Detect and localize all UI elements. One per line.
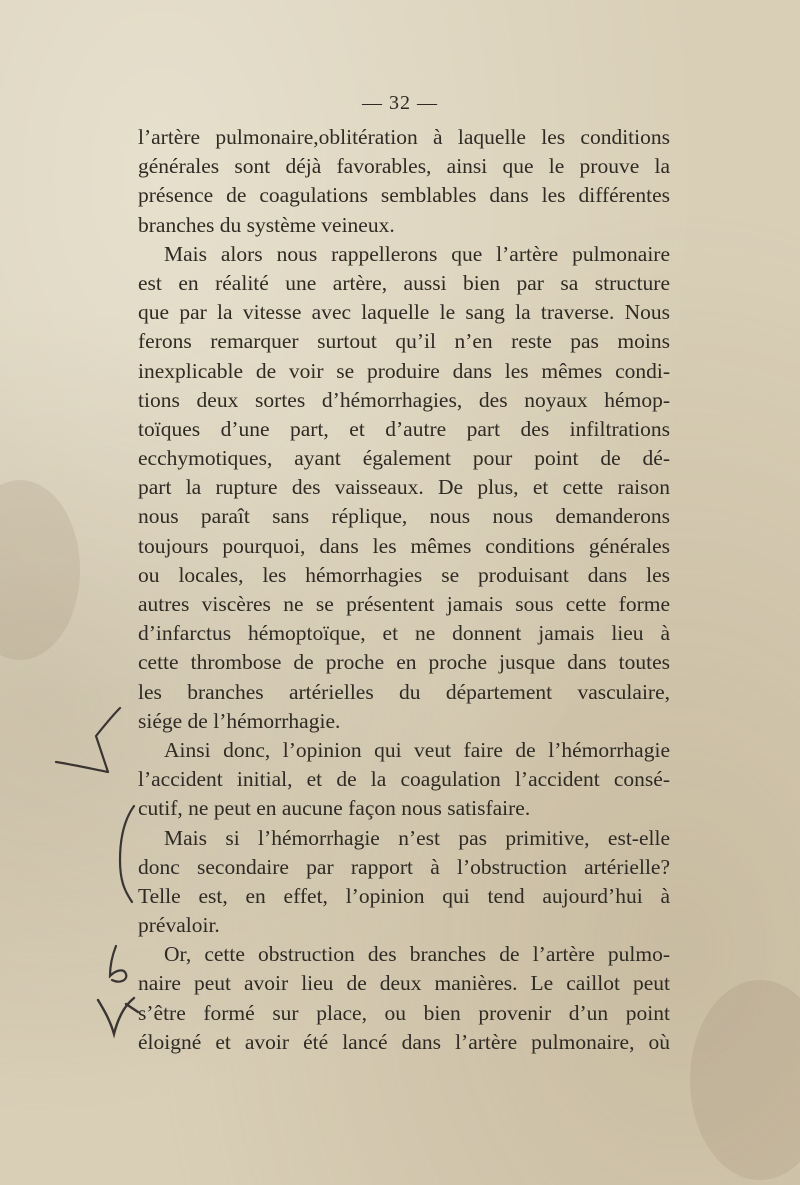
text-line: part la rupture des vaisseaux. De plus, et cette raison xyxy=(138,475,670,500)
text-line: Mais alors nous rappellerons que l’artère pulmonaire xyxy=(164,241,670,266)
text-line: générales sont déjà favorables, ainsi que le prouve la xyxy=(138,154,670,179)
text-line: naire peut avoir lieu de deux manières. Le caillot peut xyxy=(138,971,670,996)
text-line: s’être formé sur place, ou bien provenir d’un point xyxy=(138,1000,670,1025)
margin-b-mark xyxy=(110,946,126,982)
text-line: ou locales, les hémorrhagies se produisant dans les xyxy=(138,562,670,587)
page-number: — 32 — xyxy=(362,92,438,114)
text-line: siége de l’hémorrhagie. xyxy=(138,708,341,733)
text-line: ferons remarquer surtout qu’il n’en reste pas moins xyxy=(138,329,670,354)
margin-check-mark xyxy=(56,708,120,772)
text-line: autres viscères ne se présentent jamais sous cette forme xyxy=(138,592,670,616)
margin-v-mark xyxy=(98,998,138,1034)
text-line: l’accident initial, et de la coagulation l’accident consé- xyxy=(138,767,670,792)
text-line: cette thrombose de proche en proche jusque dans toutes xyxy=(138,650,670,675)
text-line: Or, cette obstruction des branches de l’artère pulmo- xyxy=(164,942,670,967)
text-line: d’infarctus hémoptoïque, et ne donnent jamais lieu à xyxy=(138,621,670,646)
text-line: éloigné et avoir été lancé dans l’artère pulmonaire, où xyxy=(138,1029,670,1054)
paper-stain xyxy=(0,480,80,660)
text-line: prévaloir. xyxy=(138,913,220,938)
body-text xyxy=(138,123,670,1057)
text-line: Telle est, en effet, l’opinion qui tend aujourd’hui à xyxy=(138,883,670,908)
text-line: inexplicable de voir se produire dans les mêmes condi- xyxy=(138,358,670,383)
text-line: toïques d’une part, et d’autre part des infiltrations xyxy=(138,416,670,441)
text-line: ecchymotiques, ayant également pour point de dé- xyxy=(138,446,670,471)
text-line: nous paraît sans réplique, nous nous demanderons xyxy=(138,504,670,529)
text-line: cutif, ne peut en aucune façon nous satisfaire. xyxy=(138,796,531,821)
text-line: les branches artérielles du département vasculaire, xyxy=(138,679,670,704)
text-line: toujours pourquoi, dans les mêmes conditions générales xyxy=(138,533,670,558)
margin-bracket xyxy=(120,806,134,902)
text-line: branches du système veineux. xyxy=(138,212,395,237)
text-line: Ainsi donc, l’opinion qui veut faire de l’hémorrhagie xyxy=(164,737,670,762)
paper-stain xyxy=(690,980,800,1180)
text-line: tions deux sortes d’hémorrhagies, des noyaux hémop- xyxy=(138,387,670,412)
text-line: que par la vitesse avec laquelle le sang la traverse. Nous xyxy=(138,300,670,325)
text-line: présence de coagulations semblables dans les différentes xyxy=(138,183,670,208)
text-line: l’artère pulmonaire,oblitération à laquelle les conditions xyxy=(138,125,670,149)
text-line: est en réalité une artère, aussi bien par sa structure xyxy=(138,270,670,295)
text-line: Mais si l’hémorrhagie n’est pas primitive, est-elle xyxy=(164,825,670,850)
text-line: donc secondaire par rapport à l’obstruction artérielle? xyxy=(138,854,670,879)
